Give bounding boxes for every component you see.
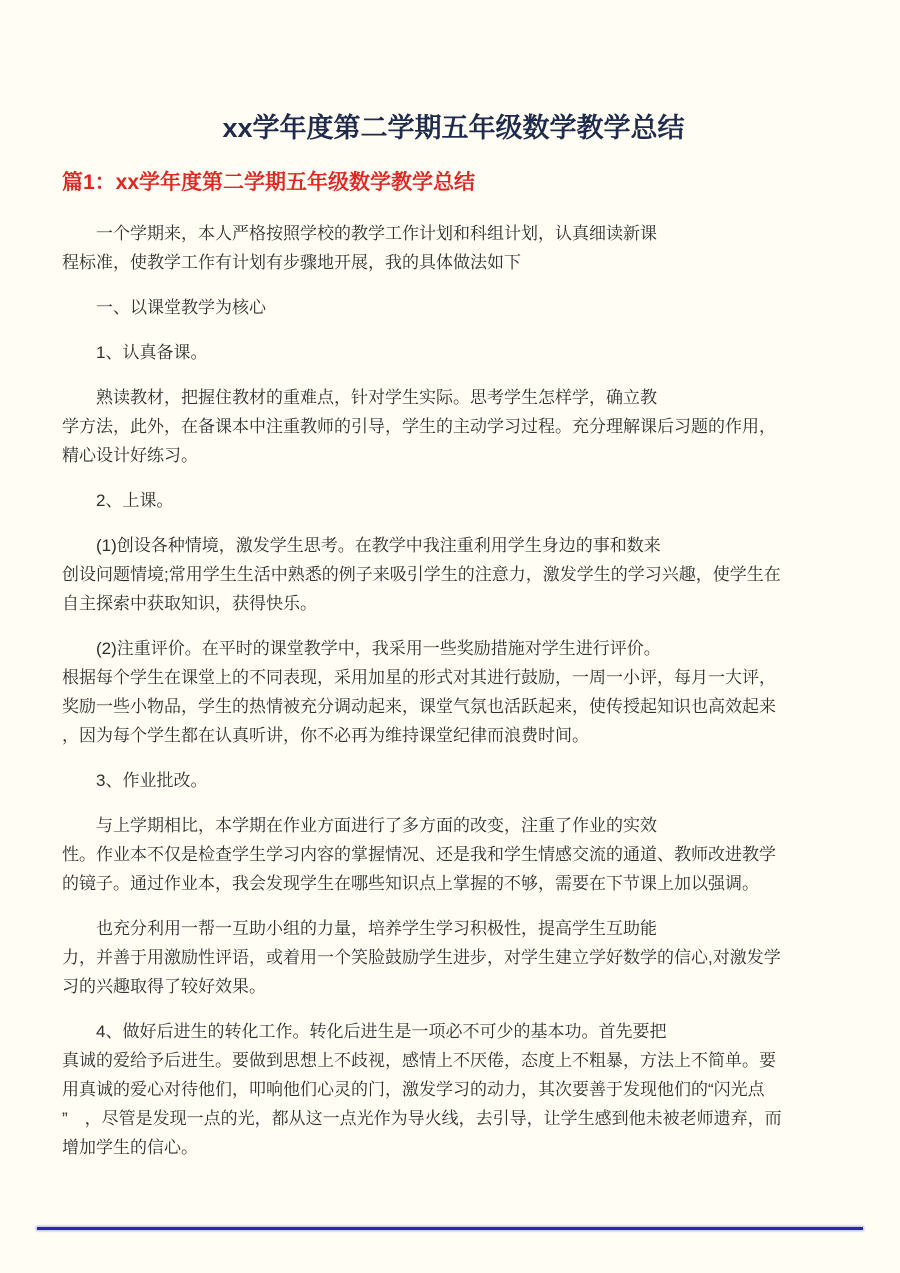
text-line: 熟读教材，把握住教材的重难点，针对学生实际。思考学生怎样学，确立教	[96, 388, 657, 407]
text-line: 4、做好后进生的转化工作。转化后进生是一项必不可少的基本功。首先要把	[96, 1022, 667, 1041]
paragraph-intro	[62, 219, 845, 277]
text-line: 2、上课。	[96, 491, 174, 510]
heading-classroom-core	[62, 293, 845, 322]
text-line: 精心设计好练习。	[62, 446, 198, 465]
heading-teaching-class	[62, 486, 845, 515]
text-line: 习的兴趣取得了较好效果。	[62, 977, 266, 996]
text-line: 学方法，此外，在备课本中注重教师的引导，学生的主动学习过程。充分理解课后习题的作用，	[62, 417, 776, 436]
text-line: 奖励一些小物品，学生的热情被充分调动起来，课堂气氛也活跃起来，使传授起知识也高效起来	[62, 697, 776, 716]
page-title: xx学年度第二学期五年级数学教学总结	[222, 113, 685, 143]
divider-line	[37, 1227, 863, 1230]
text-line: ，因为每个学生都在认真听讲，你不必再为维持课堂纪律而浪费时间。	[62, 726, 589, 745]
text-line: 一、以课堂教学为核心	[96, 298, 266, 317]
section-heading: 篇1：xx学年度第二学期五年级数学教学总结	[62, 171, 476, 194]
paragraph-evaluation	[62, 634, 845, 750]
paragraph-underachievers	[62, 1017, 845, 1162]
text-line: 自主探索中获取知识，获得快乐。	[62, 594, 317, 613]
heading-homework-grading	[62, 766, 845, 795]
text-line: 真诚的爱给予后进生。要做到思想上不歧视，感情上不厌倦，态度上不粗暴，方法上不简单。要	[62, 1051, 776, 1070]
text-line: 3、作业批改。	[96, 771, 208, 790]
text-line: 增加学生的信心。	[62, 1138, 198, 1157]
text-line: 一个学期来，本人严格按照学校的教学工作计划和科组计划，认真细读新课	[96, 224, 657, 243]
heading-lesson-prep	[62, 338, 845, 367]
text-line: (2)注重评价。在平时的课堂教学中，我采用一些奖励措施对学生进行评价。	[96, 639, 661, 658]
paragraph-create-situations	[62, 531, 845, 618]
text-line: 与上学期相比，本学期在作业方面进行了多方面的改变，注重了作业的实效	[96, 816, 657, 835]
text-line: 根据每个学生在课堂上的不同表现，采用加星的形式对其进行鼓励，一周一小评，每月一大评，	[62, 668, 776, 687]
paragraph-lesson-prep	[62, 383, 845, 470]
text-line: 的镜子。通过作业本，我会发现学生在哪些知识点上掌握的不够，需要在下节课上加以强调。	[62, 874, 759, 893]
text-line: (1)创设各种情境，激发学生思考。在教学中我注重利用学生身边的事和数来	[96, 536, 661, 555]
text-line: 用真诚的爱心对待他们，叩响他们心灵的门，激发学习的动力，其次要善于发现他们的“闪光点	[62, 1080, 765, 1099]
text-line: ” ，尽管是发现一点的光，都从这一点光作为导火线，去引导，让学生感到他未被老师遗弃，而	[62, 1109, 782, 1128]
text-line: 程标准，使教学工作有计划有步骤地开展，我的具体做法如下	[62, 253, 521, 272]
paragraph-homework	[62, 811, 845, 898]
text-line: 力，并善于用激励性评语，或着用一个笑脸鼓励学生进步，对学生建立学好数学的信心,对激发学	[62, 948, 781, 967]
text-line: 1、认真备课。	[96, 343, 208, 362]
text-line: 创设问题情境;常用学生生活中熟悉的例子来吸引学生的注意力，激发学生的学习兴趣，使学生在	[62, 565, 781, 584]
text-line: 性。作业本不仅是检查学生学习内容的掌握情况、还是我和学生情感交流的通道、教师改进教学	[62, 845, 776, 864]
paragraph-mutual-help	[62, 914, 845, 1001]
text-line: 也充分利用一帮一互助小组的力量，培养学生学习积极性，提高学生互助能	[96, 919, 657, 938]
